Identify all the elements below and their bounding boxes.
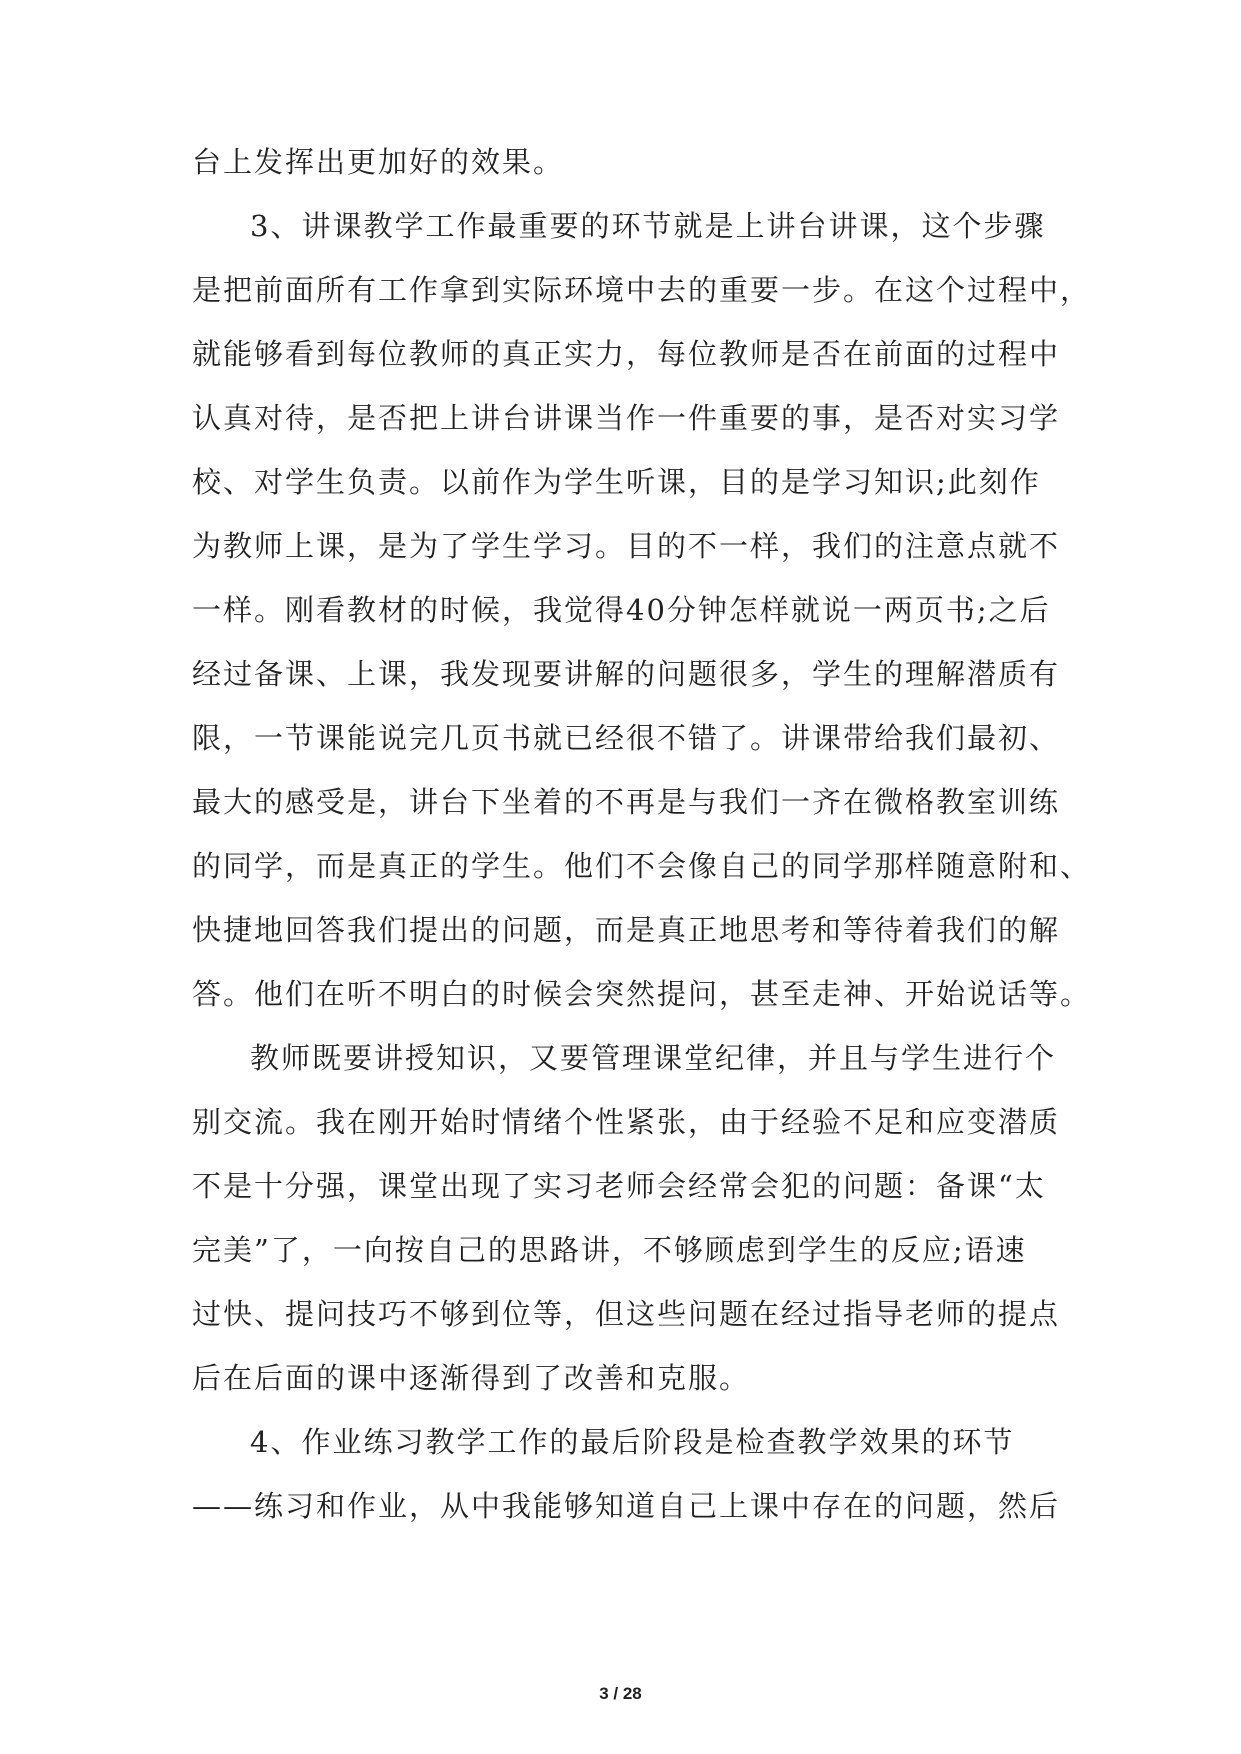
- text-line: 认真对待，是否把上讲台讲课当作一件重要的事，是否对实习学: [192, 401, 1061, 435]
- text-line: 最大的感受是，讲台下坐着的不再是与我们一齐在微格教室训练: [192, 785, 1061, 819]
- text-line: 完美”了，一向按自己的思路讲，不够顾虑到学生的反应;语速: [192, 1233, 1027, 1267]
- text-line: 经过备课、上课，我发现要讲解的问题很多，学生的理解潜质有: [192, 657, 1061, 691]
- page-number: 3 / 28: [599, 1684, 642, 1703]
- text-line: 就能够看到每位教师的真正实力，每位教师是否在前面的过程中: [192, 337, 1061, 371]
- text-line: 的同学，而是真正的学生。他们不会像自己的同学那样随意附和、: [192, 849, 1092, 883]
- text-line: 过快、提问技巧不够到位等，但这些问题在经过指导老师的提点: [192, 1297, 1061, 1331]
- text-line: 3、讲课教学工作最重要的环节就是上讲台讲课，这个步骤: [250, 209, 1046, 243]
- text-line: 一样。刚看教材的时候，我觉得40分钟怎样就说一两页书;之后: [192, 593, 1051, 627]
- text-line: 校、对学生负责。以前作为学生听课，目的是学习知识;此刻作: [192, 465, 1041, 499]
- text-line: ——练习和作业，从中我能够知道自己上课中存在的问题，然后: [192, 1489, 1061, 1523]
- text-line: 后在后面的课中逐渐得到了改善和克服。: [192, 1361, 751, 1395]
- text-line: 别交流。我在刚开始时情绪个性紧张，由于经验不足和应变潜质: [192, 1105, 1061, 1139]
- text-line: 限，一节课能说完几页书就已经很不错了。讲课带给我们最初、: [192, 721, 1061, 755]
- text-line: 快捷地回答我们提出的问题，而是真正地思考和等待着我们的解: [192, 913, 1061, 947]
- text-line: 教师既要讲授知识，又要管理课堂纪律，并且与学生进行个: [250, 1041, 1057, 1075]
- text-line: 台上发挥出更加好的效果。: [192, 145, 565, 179]
- text-line: 答。他们在听不明白的时候会突然提问，甚至走神、开始说话等。: [192, 977, 1092, 1011]
- text-line: 为教师上课，是为了学生学习。目的不一样，我们的注意点就不: [192, 529, 1061, 563]
- text-line: 不是十分强，课堂出现了实习老师会经常会犯的问题：备课“太: [192, 1169, 1046, 1203]
- text-line: 4、作业练习教学工作的最后阶段是检查教学效果的环节: [250, 1425, 1015, 1459]
- text-line: 是把前面所有工作拿到实际环境中去的重要一步。在这个过程中，: [192, 273, 1092, 307]
